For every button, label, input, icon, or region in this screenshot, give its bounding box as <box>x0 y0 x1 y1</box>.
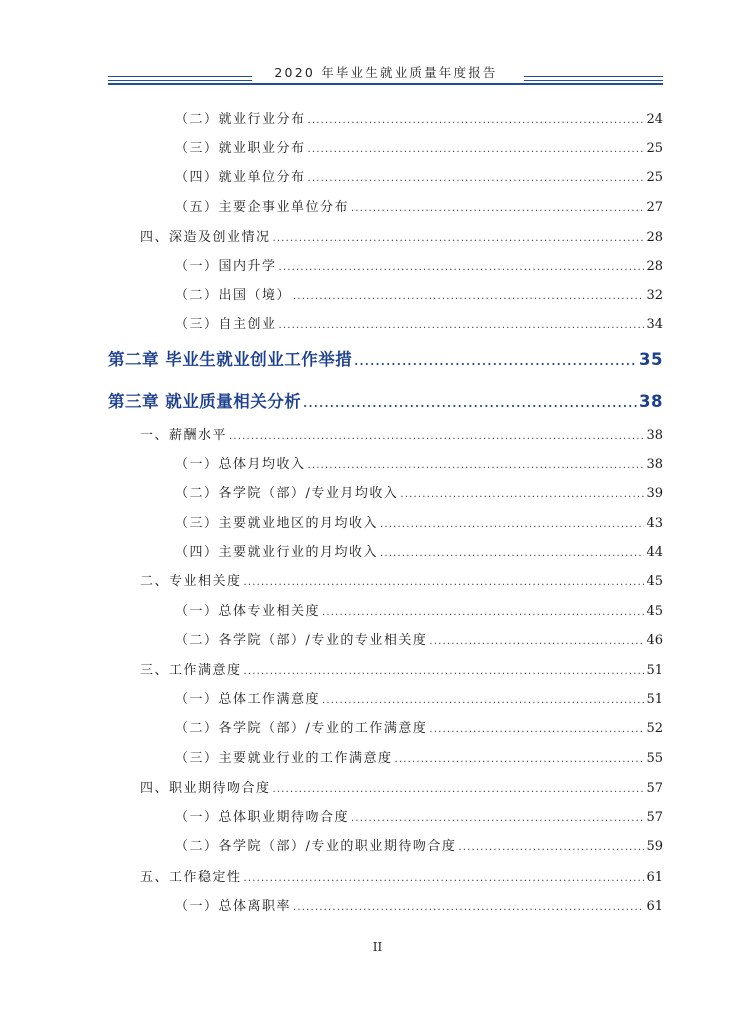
toc-entry[interactable] <box>175 284 663 303</box>
toc-page-number: 38 <box>639 392 663 411</box>
toc-entry[interactable] <box>140 866 663 885</box>
toc-entry[interactable] <box>175 166 663 185</box>
toc-page-number: 55 <box>646 751 663 766</box>
header-rule <box>108 80 252 81</box>
toc-page-number: 24 <box>646 112 663 127</box>
dot-leader <box>322 607 644 618</box>
toc-chapter-entry[interactable] <box>108 346 663 370</box>
dot-leader <box>279 320 645 331</box>
dot-leader <box>400 489 644 500</box>
dot-leader <box>458 842 644 853</box>
dot-leader <box>293 291 644 302</box>
dot-leader <box>354 355 637 368</box>
toc-page-number: 28 <box>646 230 663 245</box>
dot-leader <box>380 519 644 530</box>
toc-page-number: 45 <box>646 604 663 619</box>
header-title: 2020 年毕业生就业质量年度报告 <box>274 65 498 80</box>
toc-page-number: 39 <box>646 486 663 501</box>
toc-entry-title: （二）各学院（部）/专业月均收入 <box>175 486 399 501</box>
toc-page-number: 61 <box>646 899 663 914</box>
toc-entry[interactable] <box>175 717 663 736</box>
dot-leader <box>395 754 645 765</box>
toc-entry-title: （三）主要就业行业的工作满意度 <box>175 751 393 766</box>
toc-page-number: 57 <box>646 781 663 796</box>
toc-page-number: 59 <box>646 839 663 854</box>
toc-entry-title: 三、工作满意度 <box>140 663 242 678</box>
toc-page-number: 34 <box>646 317 663 332</box>
toc-entry-title: （二）各学院（部）/专业的工作满意度 <box>175 721 428 736</box>
toc-entry-title: 四、深造及创业情况 <box>140 230 271 245</box>
page-header <box>0 64 755 94</box>
toc-entry-title: （一）总体职业期待吻合度 <box>175 810 350 825</box>
toc-entry-title: 四、职业期待吻合度 <box>140 781 271 796</box>
toc-page-number: 32 <box>646 288 663 303</box>
toc-page-number: 44 <box>646 545 663 560</box>
toc-entry[interactable] <box>140 424 663 443</box>
dot-leader <box>429 724 644 735</box>
toc-entry[interactable] <box>175 895 663 914</box>
toc-entry-title: （三）主要就业地区的月均收入 <box>175 516 379 531</box>
header-rule <box>524 80 663 81</box>
toc-entry-title: （二）出国（境） <box>175 288 292 303</box>
dot-leader <box>308 173 645 184</box>
dot-leader <box>244 666 645 677</box>
dot-leader <box>351 813 644 824</box>
toc-entry[interactable] <box>175 313 663 332</box>
toc-entry[interactable] <box>140 659 663 678</box>
toc-entry-title: （一）总体工作满意度 <box>175 692 321 707</box>
dot-leader <box>244 577 645 588</box>
toc-page-number: 51 <box>646 663 663 678</box>
toc-entry-title: （一）总体离职率 <box>175 899 292 914</box>
toc-page-number: 25 <box>646 170 663 185</box>
header-rule <box>108 83 663 85</box>
toc-entry-title: （二）各学院（部）/专业的专业相关度 <box>175 633 428 648</box>
toc-page-number: 57 <box>646 810 663 825</box>
dot-leader <box>308 460 645 471</box>
dot-leader <box>303 397 637 410</box>
toc-entry[interactable] <box>175 688 663 707</box>
toc-page-number: 38 <box>646 457 663 472</box>
dot-leader <box>273 233 645 244</box>
toc-page-number: 38 <box>646 428 663 443</box>
toc-entry-title: （二）各学院（部）/专业的职业期待吻合度 <box>175 839 457 854</box>
toc-entry-title: （五）主要企事业单位分布 <box>175 200 350 215</box>
toc-entry-title: 第三章 就业质量相关分析 <box>108 392 302 411</box>
toc-entry-title: 二、专业相关度 <box>140 574 242 589</box>
toc-entry[interactable] <box>175 196 663 215</box>
toc-entry-title: （一）国内升学 <box>175 259 277 274</box>
header-rule <box>524 76 663 77</box>
toc-entry[interactable] <box>175 255 663 274</box>
header-rule <box>108 76 252 77</box>
toc-page-number: 46 <box>646 633 663 648</box>
toc-entry-title: （四）就业单位分布 <box>175 170 306 185</box>
toc-entry[interactable] <box>175 453 663 472</box>
toc-chapter-entry[interactable] <box>108 388 663 412</box>
toc-entry[interactable] <box>175 835 663 854</box>
toc-page-number: 51 <box>646 692 663 707</box>
dot-leader <box>244 873 645 884</box>
toc-page-number: 28 <box>646 259 663 274</box>
dot-leader <box>380 548 644 559</box>
toc-page-number: 25 <box>646 141 663 156</box>
toc-entry[interactable] <box>175 108 663 127</box>
dot-leader <box>229 431 644 442</box>
dot-leader <box>351 203 644 214</box>
toc-entry-title: （一）总体专业相关度 <box>175 604 321 619</box>
toc-entry-title: （一）总体月均收入 <box>175 457 306 472</box>
toc-entry[interactable] <box>175 482 663 501</box>
toc-entry[interactable] <box>175 512 663 531</box>
toc-entry[interactable] <box>175 806 663 825</box>
toc-page-number: 52 <box>646 721 663 736</box>
toc-entry[interactable] <box>175 541 663 560</box>
toc-page-number: 45 <box>646 574 663 589</box>
page-number: II <box>372 940 383 954</box>
toc-entry-title: （二）就业行业分布 <box>175 112 306 127</box>
toc-entry-title: （四）主要就业行业的月均收入 <box>175 545 379 560</box>
toc-entry-title: （三）就业职业分布 <box>175 141 306 156</box>
toc-page-number: 61 <box>646 870 663 885</box>
toc-page-number: 27 <box>646 200 663 215</box>
toc-entry[interactable] <box>140 777 663 796</box>
toc-entry[interactable] <box>140 226 663 245</box>
toc-entry[interactable] <box>140 570 663 589</box>
toc-entry-title: 五、工作稳定性 <box>140 870 242 885</box>
toc-entry-title: 一、薪酬水平 <box>140 428 228 443</box>
toc-entry[interactable] <box>175 137 663 156</box>
toc-page-number: 43 <box>646 516 663 531</box>
toc-entry-title: 第二章 毕业生就业创业工作举措 <box>108 350 353 369</box>
toc-entry[interactable] <box>175 629 663 648</box>
dot-leader <box>308 144 645 155</box>
toc-entry[interactable] <box>175 747 663 766</box>
toc-entry-title: （三）自主创业 <box>175 317 277 332</box>
dot-leader <box>322 695 644 706</box>
dot-leader <box>273 784 645 795</box>
toc-entry[interactable] <box>175 600 663 619</box>
dot-leader <box>429 636 644 647</box>
toc-page-number: 35 <box>639 350 663 369</box>
dot-leader <box>279 262 645 273</box>
dot-leader <box>308 115 645 126</box>
dot-leader <box>293 902 644 913</box>
